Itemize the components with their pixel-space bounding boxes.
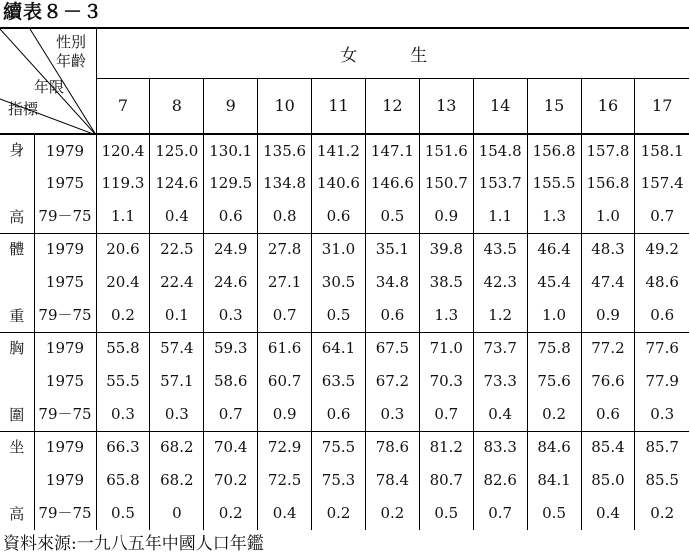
table-cell: 140.6 xyxy=(312,167,366,200)
age-header: 13 xyxy=(419,78,473,134)
table-cell: 73.7 xyxy=(473,332,527,365)
table-row xyxy=(0,464,689,497)
metric-label-cell xyxy=(0,431,34,530)
source-note: 資料來源:一九八五年中國人口年鑑 xyxy=(3,534,264,554)
table-cell: 22.4 xyxy=(150,266,204,299)
table-row xyxy=(0,497,689,530)
table-cell: 30.5 xyxy=(312,266,366,299)
table-cell: 72.9 xyxy=(258,431,312,464)
table-cell: 63.5 xyxy=(312,365,366,398)
metric-label-top: 身 xyxy=(9,140,25,159)
table-cell: 20.4 xyxy=(96,266,150,299)
row-year-label: 1975 xyxy=(34,365,96,398)
table-cell: 1.2 xyxy=(473,299,527,332)
table-cell: 0 xyxy=(150,497,204,530)
table-cell: 0.4 xyxy=(581,497,635,530)
table-cell: 0.9 xyxy=(581,299,635,332)
table-row xyxy=(0,134,689,167)
metric-label-top: 胸 xyxy=(9,338,25,357)
age-header: 17 xyxy=(635,78,689,134)
metric-label-bottom: 重 xyxy=(9,306,25,325)
table-cell: 71.0 xyxy=(419,332,473,365)
table-cell: 83.3 xyxy=(473,431,527,464)
table-cell: 0.6 xyxy=(365,299,419,332)
table-cell: 77.2 xyxy=(581,332,635,365)
table-cell: 0.4 xyxy=(473,398,527,431)
table-cell: 0.6 xyxy=(581,398,635,431)
table-cell: 65.8 xyxy=(96,464,150,497)
table-cell: 0.6 xyxy=(635,299,689,332)
table-cell: 120.4 xyxy=(96,134,150,167)
table-cell: 0.8 xyxy=(258,200,312,233)
table-cell: 0.6 xyxy=(312,200,366,233)
table-cell: 0.4 xyxy=(150,200,204,233)
row-year-label: 1979 xyxy=(34,332,96,365)
table-cell: 158.1 xyxy=(640,141,684,160)
table-cell: 68.2 xyxy=(150,431,204,464)
table-cell: 46.4 xyxy=(527,233,581,266)
table-cell: 0.2 xyxy=(312,497,366,530)
table-cell: 153.7 xyxy=(473,167,527,200)
table-cell: 141.2 xyxy=(312,134,366,167)
table-cell: 0.7 xyxy=(258,299,312,332)
table-cell: 0.7 xyxy=(635,200,689,233)
row-year-label: 1979 xyxy=(34,134,96,167)
table-cell: 20.6 xyxy=(96,233,150,266)
table-cell: 85.7 xyxy=(645,438,679,457)
table-cell: 0.7 xyxy=(473,497,527,530)
table-cell: 81.2 xyxy=(419,431,473,464)
table-cell: 55.5 xyxy=(96,365,150,398)
table-cell: 34.8 xyxy=(365,266,419,299)
table-cell: 85.0 xyxy=(581,464,635,497)
table-cell: 124.6 xyxy=(150,167,204,200)
table-cell: 57.4 xyxy=(150,332,204,365)
stats-table xyxy=(0,27,689,530)
table-cell: 146.6 xyxy=(365,167,419,200)
table-row xyxy=(0,167,689,200)
table-cell: 67.5 xyxy=(365,332,419,365)
table-cell: 47.4 xyxy=(581,266,635,299)
table-cell: 70.3 xyxy=(419,365,473,398)
table-cell: 35.1 xyxy=(365,233,419,266)
row-year-label: 79－75 xyxy=(34,497,96,530)
table-cell: 60.7 xyxy=(258,365,312,398)
table-cell: 154.8 xyxy=(473,134,527,167)
table-cell: 73.3 xyxy=(473,365,527,398)
table-cell: 130.1 xyxy=(204,134,258,167)
table-cell: 1.1 xyxy=(96,200,150,233)
table-cell: 80.7 xyxy=(419,464,473,497)
table-cell: 0.9 xyxy=(419,200,473,233)
table-cell: 0.7 xyxy=(419,398,473,431)
table-cell: 75.8 xyxy=(527,332,581,365)
table-cell: 0.6 xyxy=(312,398,366,431)
table-cell: 1.0 xyxy=(581,200,635,233)
table-cell: 27.8 xyxy=(258,233,312,266)
table-cell: 150.7 xyxy=(419,167,473,200)
age-header: 14 xyxy=(473,78,527,134)
corner-year-label: 年限 xyxy=(34,78,65,96)
table-cell: 39.8 xyxy=(419,233,473,266)
table-cell: 85.4 xyxy=(581,431,635,464)
metric-label-bottom: 高 xyxy=(9,504,25,523)
table-cell: 135.6 xyxy=(258,134,312,167)
table-cell: 38.5 xyxy=(419,266,473,299)
table-cell: 78.4 xyxy=(365,464,419,497)
age-header: 8 xyxy=(150,78,204,134)
age-header: 12 xyxy=(365,78,419,134)
table-cell: 0.5 xyxy=(527,497,581,530)
table-cell: 48.3 xyxy=(581,233,635,266)
metric-label-bottom: 圍 xyxy=(9,405,25,424)
table-row xyxy=(0,233,689,266)
table-cell: 22.5 xyxy=(150,233,204,266)
table-cell: 0.5 xyxy=(312,299,366,332)
row-year-label: 1975 xyxy=(34,266,96,299)
header-corner xyxy=(0,28,96,134)
table-row xyxy=(0,398,689,431)
table-cell: 0.6 xyxy=(204,200,258,233)
table-cell: 0.5 xyxy=(419,497,473,530)
metric-label-top: 體 xyxy=(9,239,25,258)
table-row xyxy=(0,365,689,398)
table-cell: 42.3 xyxy=(473,266,527,299)
corner-indicator-label: 指標 xyxy=(8,100,39,118)
table-cell: 0.3 xyxy=(96,398,150,431)
table-cell: 77.6 xyxy=(645,339,679,358)
table-cell: 84.6 xyxy=(527,431,581,464)
age-header: 7 xyxy=(96,78,150,134)
table-cell: 0.2 xyxy=(365,497,419,530)
table-cell: 156.8 xyxy=(581,167,635,200)
table-cell: 48.6 xyxy=(645,273,679,291)
table-cell: 151.6 xyxy=(419,134,473,167)
table-cell: 156.8 xyxy=(527,134,581,167)
table-row xyxy=(0,200,689,233)
table-cell: 24.9 xyxy=(204,233,258,266)
table-cell: 75.5 xyxy=(312,431,366,464)
table-cell: 0.7 xyxy=(204,398,258,431)
table-cell: 1.1 xyxy=(473,200,527,233)
table-cell: 75.6 xyxy=(527,365,581,398)
table-cell: 0.3 xyxy=(204,299,258,332)
table-cell: 0.3 xyxy=(365,398,419,431)
table-cell: 55.8 xyxy=(96,332,150,365)
table-cell: 157.4 xyxy=(640,174,684,192)
sex-header: 女 生 xyxy=(96,28,689,78)
table-cell: 77.9 xyxy=(645,372,679,390)
table-row xyxy=(0,332,689,365)
table-cell: 155.5 xyxy=(527,167,581,200)
table-cell: 75.3 xyxy=(312,464,366,497)
table-cell: 27.1 xyxy=(258,266,312,299)
table-cell: 78.6 xyxy=(365,431,419,464)
row-year-label: 1979 xyxy=(34,233,96,266)
table-cell: 0.2 xyxy=(204,497,258,530)
table-cell: 70.2 xyxy=(204,464,258,497)
table-cell: 125.0 xyxy=(150,134,204,167)
table-cell: 0.2 xyxy=(527,398,581,431)
row-year-label: 79－75 xyxy=(34,200,96,233)
table-cell: 58.6 xyxy=(204,365,258,398)
table-cell: 0.2 xyxy=(650,504,675,522)
table-cell: 0.2 xyxy=(96,299,150,332)
table-cell: 134.8 xyxy=(258,167,312,200)
table-cell: 0.3 xyxy=(635,398,689,431)
table-cell: 72.5 xyxy=(258,464,312,497)
corner-age-label: 年齡 xyxy=(56,52,87,70)
table-row xyxy=(0,299,689,332)
table-cell: 76.6 xyxy=(581,365,635,398)
table-cell: 64.1 xyxy=(312,332,366,365)
row-year-label: 1979 xyxy=(34,431,96,464)
table-cell: 0.3 xyxy=(150,398,204,431)
table-cell: 157.8 xyxy=(581,134,635,167)
table-cell: 147.1 xyxy=(365,134,419,167)
table-row xyxy=(0,431,689,464)
table-cell: 43.5 xyxy=(473,233,527,266)
table-title: 續表８－３ xyxy=(3,1,104,23)
table-cell: 1.3 xyxy=(527,200,581,233)
row-year-label: 1979 xyxy=(34,464,96,497)
table-cell: 119.3 xyxy=(96,167,150,200)
table-cell: 68.2 xyxy=(150,464,204,497)
age-header: 16 xyxy=(581,78,635,134)
table-cell: 49.2 xyxy=(645,240,679,259)
table-cell: 1.0 xyxy=(527,299,581,332)
age-header: 9 xyxy=(204,78,258,134)
table-cell: 45.4 xyxy=(527,266,581,299)
table-cell: 66.3 xyxy=(96,431,150,464)
table-row xyxy=(0,266,689,299)
metric-label-cell xyxy=(0,134,34,233)
table-cell: 0.5 xyxy=(365,200,419,233)
table-cell: 85.5 xyxy=(645,471,679,489)
age-header: 10 xyxy=(258,78,312,134)
table-cell: 61.6 xyxy=(258,332,312,365)
table-cell: 0.5 xyxy=(96,497,150,530)
metric-label-bottom: 高 xyxy=(9,207,25,226)
table-cell: 67.2 xyxy=(365,365,419,398)
table-cell: 0.4 xyxy=(258,497,312,530)
metric-label-cell xyxy=(0,233,34,332)
table-cell: 1.3 xyxy=(419,299,473,332)
table-cell: 82.6 xyxy=(473,464,527,497)
metric-label-top: 坐 xyxy=(9,437,25,456)
table-cell: 31.0 xyxy=(312,233,366,266)
age-header: 15 xyxy=(527,78,581,134)
metric-label-cell xyxy=(0,332,34,431)
table-cell: 129.5 xyxy=(204,167,258,200)
corner-sex-label: 性別 xyxy=(56,33,87,51)
row-year-label: 1975 xyxy=(34,167,96,200)
table-cell: 59.3 xyxy=(204,332,258,365)
table-cell: 0.1 xyxy=(150,299,204,332)
row-year-label: 79－75 xyxy=(34,299,96,332)
row-year-label: 79－75 xyxy=(34,398,96,431)
table-cell: 70.4 xyxy=(204,431,258,464)
table-cell: 24.6 xyxy=(204,266,258,299)
table-cell: 57.1 xyxy=(150,365,204,398)
age-header: 11 xyxy=(312,78,366,134)
table-cell: 0.9 xyxy=(258,398,312,431)
table-cell: 84.1 xyxy=(527,464,581,497)
